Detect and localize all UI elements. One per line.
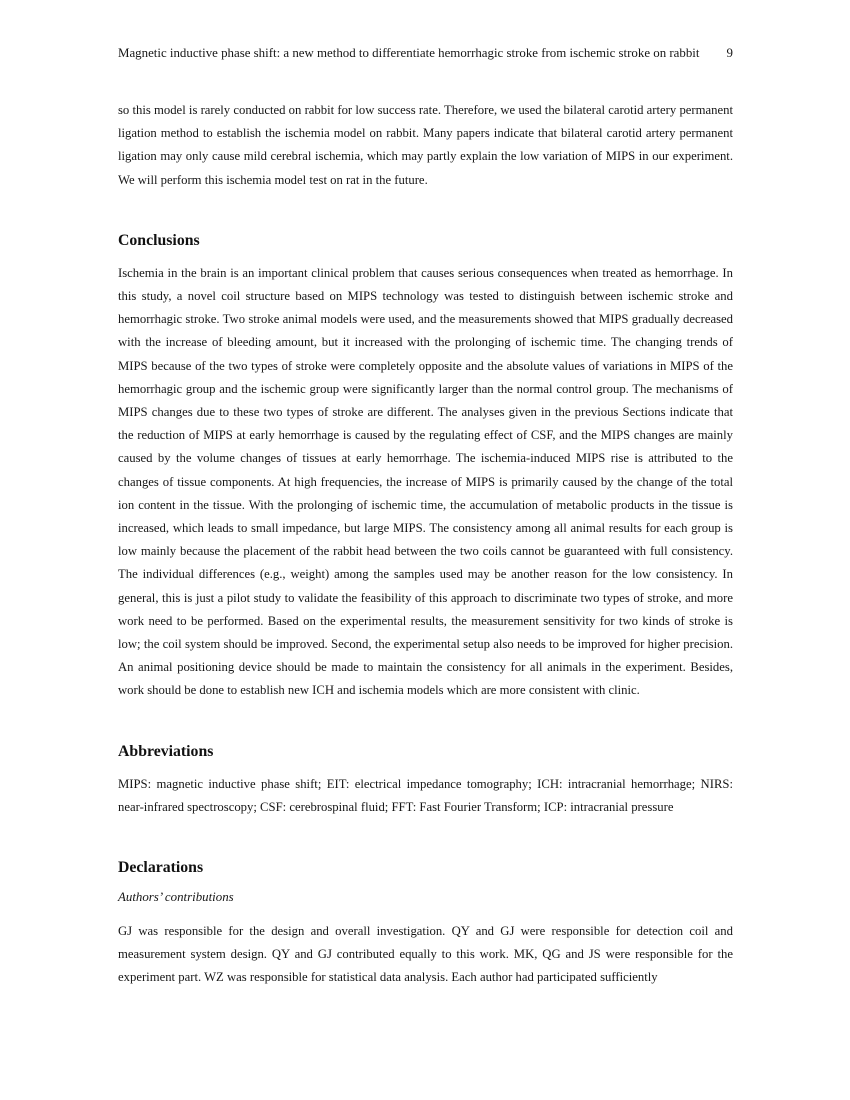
page-header [118, 45, 733, 61]
page-number: 9 [726, 46, 733, 60]
conclusions-heading: Conclusions [118, 231, 200, 249]
section-conclusions [118, 232, 733, 703]
abbreviations-paragraph: MIPS: magnetic inductive phase shift; EIT: electrical impedance tomography; ICH: intracranial hemorrhage; NIRS: near-infrared spectroscopy; CSF: cerebrospinal fluid; FFT: Fast Fourier Transform; ICP: intracranial pressure [118, 776, 733, 814]
section-abbreviations [118, 743, 733, 819]
declarations-heading: Declarations [118, 859, 204, 877]
continuation-paragraph: so this model is rarely conducted on rabbit for low success rate. Therefore, we used the bilateral carotid artery permanent ligation method to establish the ischemia model on rabbit. Many papers indicate that bilateral carotid artery permanent ligation may only cause mild cerebral ischemia, which may partly explain the low variation of MIPS in our experiment. We will perform this ischemia model test on rat in the future. [118, 103, 733, 187]
running-title: Magnetic inductive phase shift: a new method to differentiate hemorrhagic stroke from ischemic stroke on rabbit [118, 46, 700, 60]
authors-contributions-paragraph: GJ was responsible for the design and overall investigation. QY and GJ were responsible for detection coil and measurement system design. QY and GJ contributed equally to this work. MK, QG and JS were responsible for the experiment part. WZ was responsible for statistical data analysis. Each author had participated sufficiently [118, 924, 733, 985]
authors-contributions-subheading: Authors’ contributions [118, 890, 234, 905]
page-body [118, 99, 733, 990]
conclusions-paragraph: Ischemia in the brain is an important clinical problem that causes serious consequences when treated as hemorrhage. In this study, a novel coil structure based on MIPS technology was tested to distinguish between ischemic stroke and hemorrhagic stroke. Two stroke animal models were used, and the measurements showed that MIPS gradually decreased with the increase of bleeding amount, but it increased with the prolonging of ischemic time. The changing trends of MIPS because of the two types of stroke were completely opposite and the absolute values of variations in MIPS of the hemorrhagic group and the ischemic group were significantly larger than the normal control group. The mechanisms of MIPS changes due to these two types of stroke are different. The analyses given in the previous Sections indicate that the reduction of MIPS at early hemorrhage is caused by the regulating effect of CSF, and the MIPS changes are mainly caused by the volume changes of tissues at early hemorrhage. The ischemia-induced MIPS rise is attributed to the changes of tissue components. At high frequencies, the increase of MIPS is primarily caused by the change of the total ion content in the tissue. With the prolonging of ischemic time, the accumulation of metabolic products in the tissue is increased, which leads to small impedance, but large MIPS. The consistency among all animal results for each group is low mainly because the placement of the rabbit head between the two coils cannot be guaranteed with full consistency. The individual differences (e.g., weight) among the samples used may be another reason for the low consistency. In general, this is just a pilot study to validate the feasibility of this approach to discriminate two types of stroke, and more work need to be performed. Based on the experimental results, the measurement sensitivity for two kinds of stroke is low; the coil system should be improved. Second, the experimental setup also needs to be improved for higher precision. An animal positioning device should be made to maintain the consistency for all animals in the experiment. Besides, work should be done to establish new ICH and ischemia models which are more consistent with clinic. [118, 265, 733, 698]
section-declarations [118, 859, 733, 990]
abbreviations-heading: Abbreviations [118, 742, 214, 760]
